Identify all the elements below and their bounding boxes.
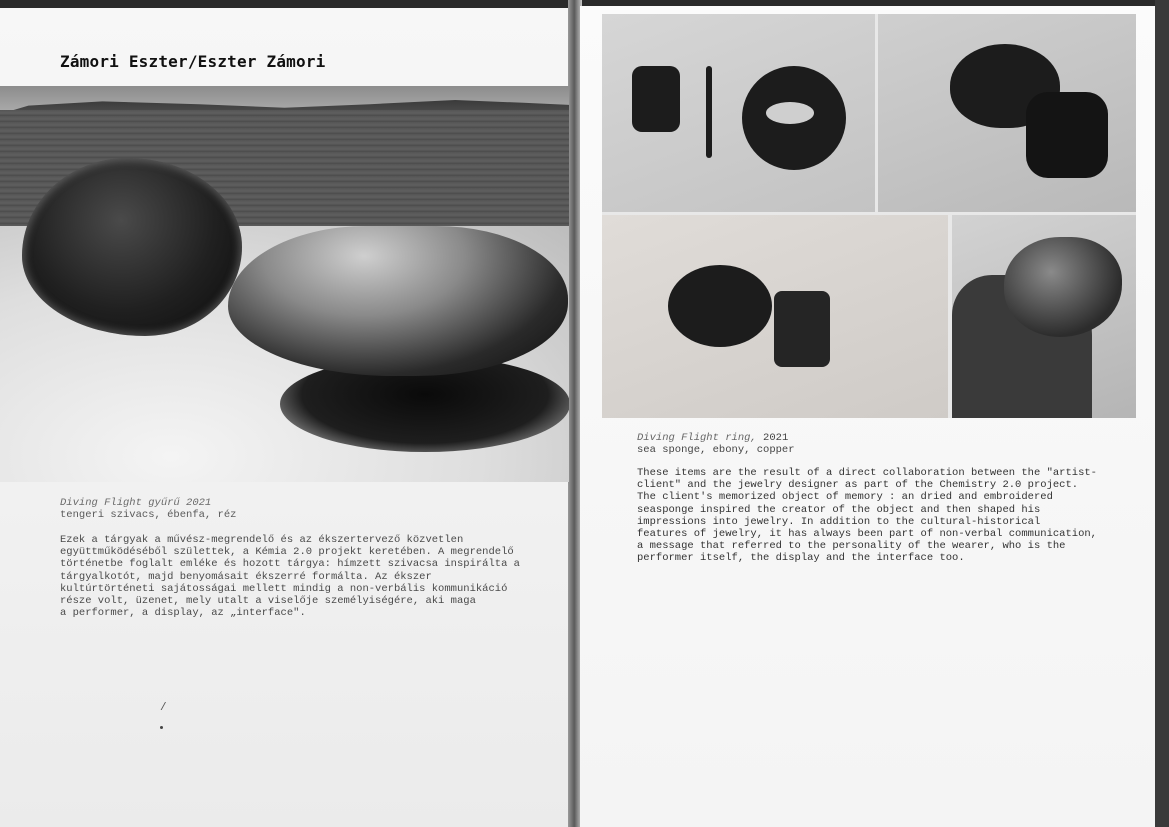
caption-title: Diving Flight gyűrű 2021 [60,497,212,509]
page-edge [1155,0,1169,827]
caption-hungarian [60,497,236,521]
sponge-light [228,226,568,376]
sea-sponge-photo [0,86,569,482]
ring-band [632,66,680,132]
ring-cylinder [1026,92,1108,178]
page-title: Zámori Eszter/Eszter Zámori [60,52,326,71]
caption-english [637,432,795,456]
body-text-hungarian: Ezek a tárgyak a művész-megrendelő és az ékszertervező közvetlen együttműködéséből születtek, a Kémia 2.0 projekt keretében. A megrendelő történetbe foglalt emléke és hozott tárgya: hímzett szivacsa inspirálta a tárgyalkotót, majd benyomásait ékszerré formálta. Az ékszer kultúrtörténeti sajátosságai mellett mindig a non-verbális kommunikáció része volt, üzenet, mely utalt a viselője személyiségére, aki maga a performer, a display, az „interface". [60,534,520,620]
stray-mark: / [160,702,167,714]
ebony-ring [742,66,846,170]
body-text-english: These items are the result of a direct collaboration between the "artist- client" and the jewelry designer as part of the Chemistry 2.0 project. The client's memorized object of memory : an dried and embroidered seasponge inspired the creator of the object and then shaped his impressions into jewelry. In addition to the cultural-historical features of jewelry, it has always been part of non-verbal communication, a message that referred to the personality of the wearer, who is the performer itself, the display and the interface too. [637,467,1097,565]
ring-photo-grid [602,14,1136,418]
ring-hole [766,102,814,124]
ring-side-photo [602,215,948,418]
ring-worn-photo [952,215,1136,418]
ring-parts-photo [602,14,875,212]
ring-assembled-photo [878,14,1136,212]
sponge-dark [22,158,242,336]
sponge-ring [1004,237,1122,337]
caption-materials-en: sea sponge, ebony, copper [637,444,795,456]
caption-year-en: 2021 [756,432,789,444]
caption-title-en: Diving Flight ring, [637,432,757,444]
ring-oval [668,265,772,347]
caption-materials: tengeri szivacs, ébenfa, réz [60,509,237,521]
copper-pin [706,66,712,158]
ring-tube [774,291,830,367]
stray-dot [160,726,163,729]
